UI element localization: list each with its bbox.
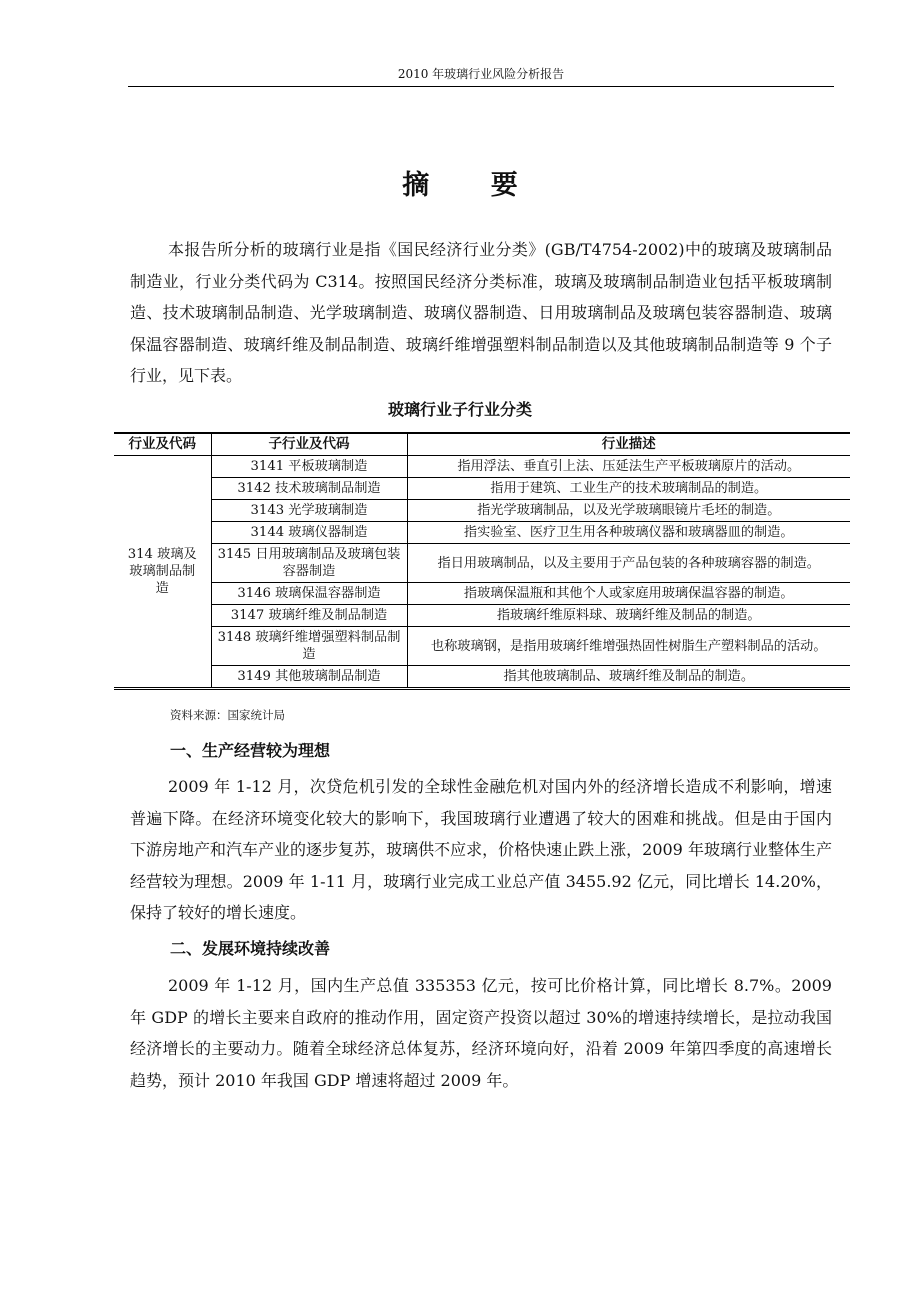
table-row [114,666,850,689]
table-row [114,456,850,478]
subindustry-cell: 3147 玻璃纤维及制品制造 [211,605,407,627]
table-source-note: 资料来源：国家统计局 [170,708,285,722]
subindustry-cell: 3144 玻璃仪器制造 [211,522,407,544]
table-row [114,605,850,627]
subindustry-cell: 3143 光学玻璃制造 [211,500,407,522]
section-heading-environment: 二、发展环境持续改善 [170,939,331,958]
description-cell: 指其他玻璃制品、玻璃纤维及制品的制造。 [503,669,755,684]
col-header-description: 行业描述 [407,433,850,456]
section-body-production: 2009 年 1-12 月，次贷危机引发的全球性金融危机对国内外的经济增长造成不利影响，增速普遍下降。在经济环境变化较大的影响下，我国玻璃行业遭遇了较大的困难和挑战。但是由于国内下游房地产和汽车产业的逐步复苏，玻璃供不应求，价格快速止跌上涨，2009 年玻璃行业整体生产经营较为理想。2009 年 1-11 月，玻璃行业完成工业总产值 3455.92 亿元，同比增长 14.20%，保持了较好的增长速度。 [130,777,832,922]
description-cell: 指玻璃保温瓶和其他个人或家庭用玻璃保温容器的制造。 [407,583,850,605]
description-cell: 指日用玻璃制品，以及主要用于产品包装的各种玻璃容器的制造。 [407,544,850,583]
table-row [114,544,850,583]
description-cell: 指玻璃纤维原料球、玻璃纤维及制品的制造。 [407,605,850,627]
running-header: 2010 年玻璃行业风险分析报告 [128,64,834,87]
subindustry-cell: 3141 平板玻璃制造 [211,456,407,478]
table-row [114,583,850,605]
page-title: 摘 要 [402,170,544,201]
table-caption: 玻璃行业子行业分类 [387,400,532,419]
section-body-environment: 2009 年 1-12 月，国内生产总值 335353 亿元，按可比价格计算，同比增长 8.7%。2009 年 GDP 的增长主要来自政府的推动作用，固定资产投资以超过 30%的增速持续增长，是拉动我国经济增长的主要动力。随着全球经济总体复苏，经济环境向好，沿着 2009 年第四季度的高速增长趋势，预计 2010 年我国 GDP 增速将超过 2009 年。 [130,976,832,1090]
subindustry-cell: 3142 技术玻璃制品制造 [211,478,407,500]
subindustry-cell: 3146 玻璃保温容器制造 [211,583,407,605]
parent-industry-cell: 314 玻璃及玻璃制品制造 [114,456,211,689]
description-cell: 指实验室、医疗卫生用各种玻璃仪器和玻璃器皿的制造。 [407,522,850,544]
col-header-industry: 行业及代码 [114,433,211,456]
table-row [114,627,850,666]
col-header-subindustry: 子行业及代码 [211,433,407,456]
description-cell: 指光学玻璃制品，以及光学玻璃眼镜片毛坯的制造。 [407,500,850,522]
subindustry-cell: 3145 日用玻璃制品及玻璃包装容器制造 [211,544,407,583]
description-cell: 也称玻璃钢，是指用玻璃纤维增强热固性树脂生产塑料制品的活动。 [407,627,850,666]
table-row [114,522,850,544]
intro-paragraph: 本报告所分析的玻璃行业是指《国民经济行业分类》(GB/T4754-2002)中的玻璃及玻璃制品制造业，行业分类代码为 C314。按照国民经济分类标准，玻璃及玻璃制品制造业包括平板玻璃制造、技术玻璃制品制造、光学玻璃制造、玻璃仪器制造、日用玻璃制品及玻璃包装容器制造、玻璃保温容器制造、玻璃纤维及制品制造、玻璃纤维增强塑料制品制造以及其他玻璃制品制造等 9 个子行业，见下表。 [130,240,832,385]
description-cell: 指用于建筑、工业生产的技术玻璃制品的制造。 [407,478,850,500]
subindustry-cell: 3149 其他玻璃制品制造 [211,666,407,689]
description-cell: 指用浮法、垂直引上法、压延法生产平板玻璃原片的活动。 [407,456,850,478]
subindustry-table [114,432,850,690]
table-header-row [114,433,850,456]
section-heading-production: 一、生产经营较为理想 [170,741,331,760]
table-row [114,500,850,522]
subindustry-cell: 3148 玻璃纤维增强塑料制品制造 [211,627,407,666]
table-row [114,478,850,500]
